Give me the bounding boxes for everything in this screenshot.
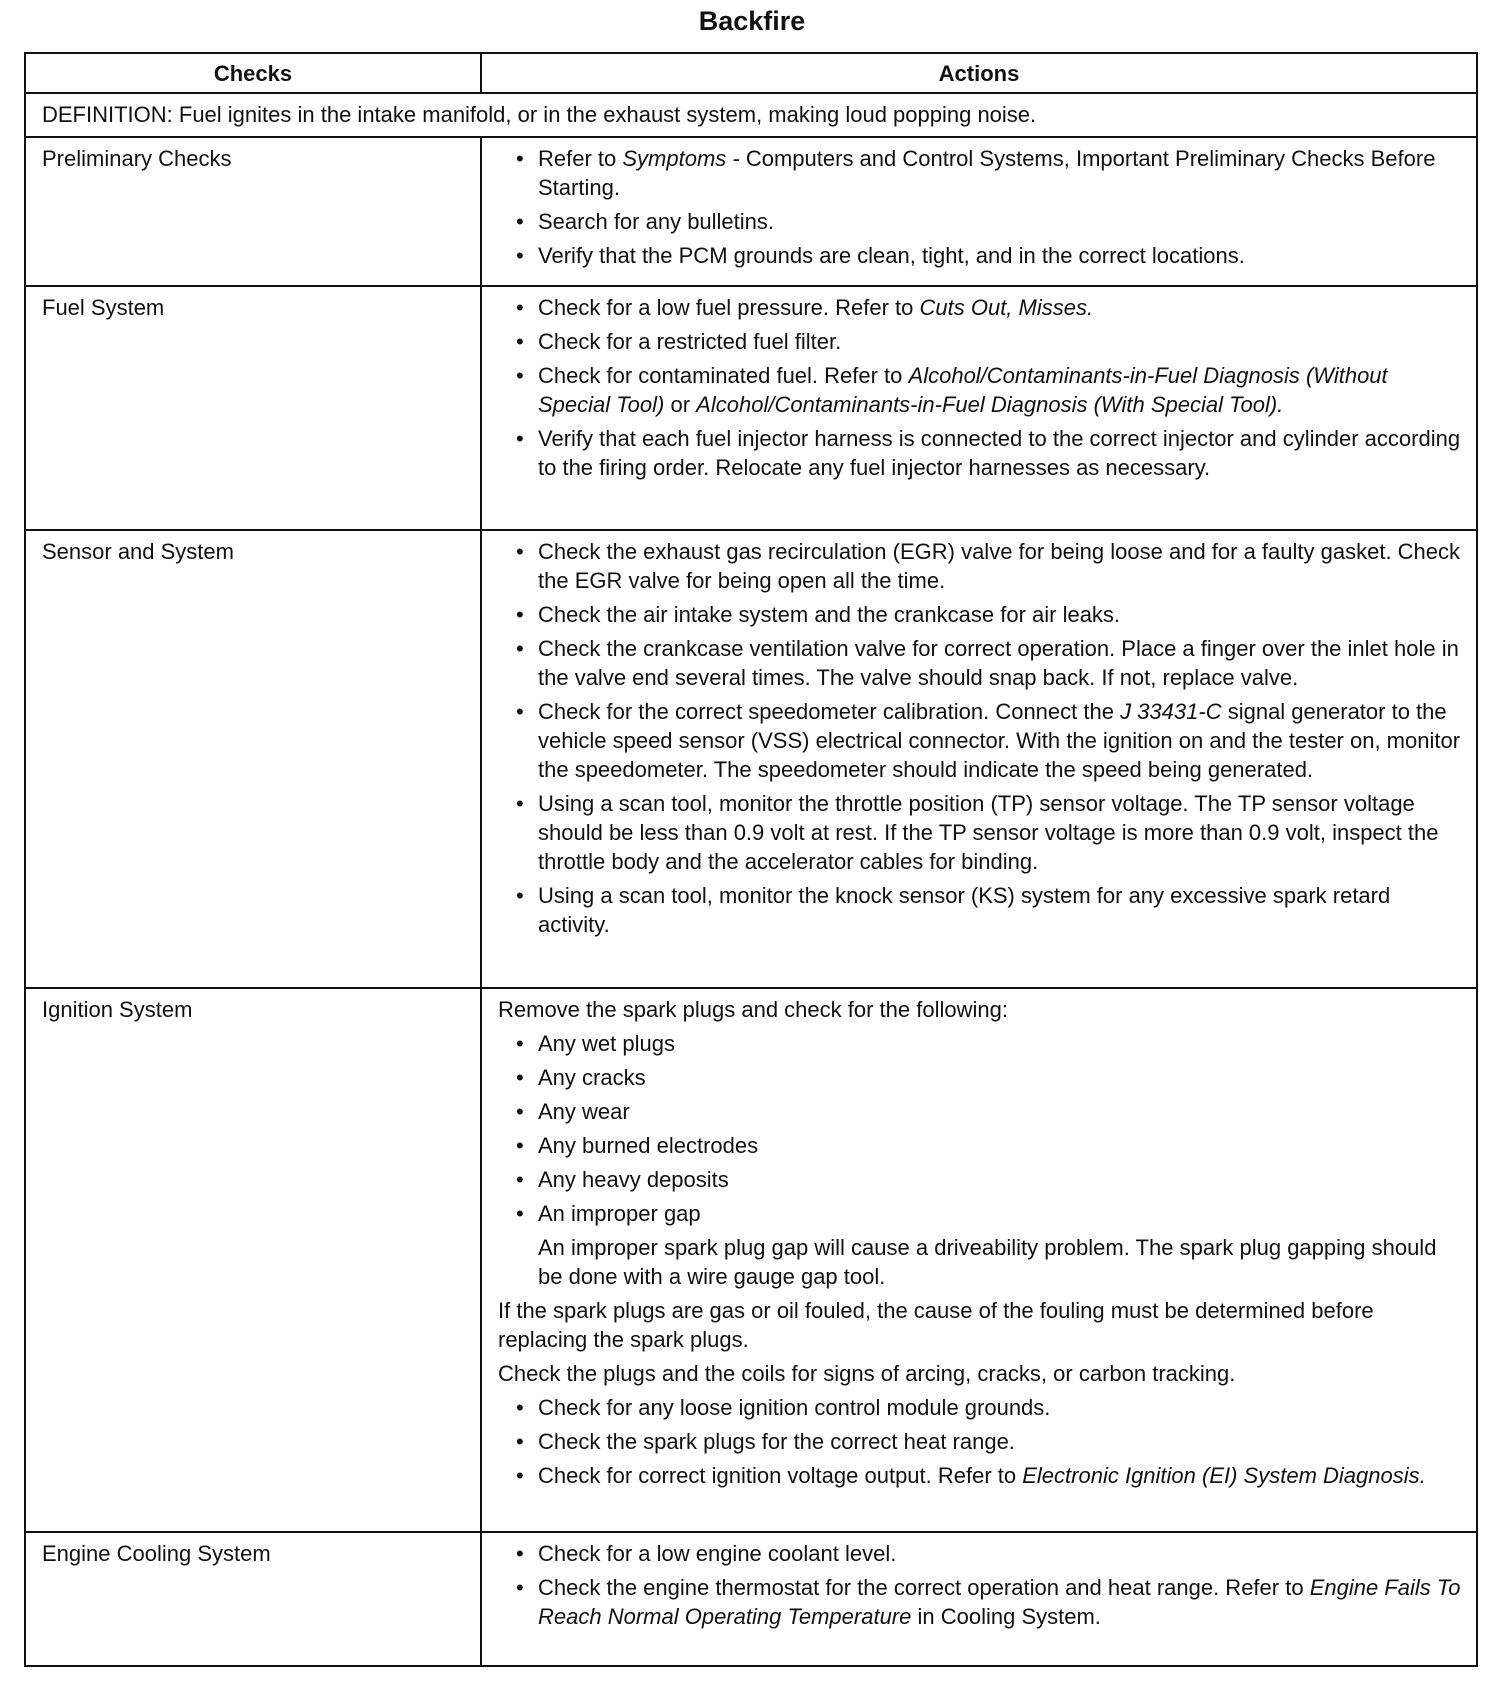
list-item: • Check for a low fuel pressure. Refer to Cuts Out, Misses.	[538, 293, 1464, 322]
table-row	[25, 137, 1477, 286]
list-item: • Check for any loose ignition control module grounds.	[538, 1393, 1464, 1422]
list-item: • Check for a restricted fuel filter.	[538, 327, 1464, 356]
list-item: • Any wear	[538, 1097, 1464, 1126]
list-item: • Check for the correct speedometer calibration. Connect the J 33431-C signal generator to the vehicle speed sensor (VSS) electrical connector. With the ignition on and the tester on, monitor the speedometer. The speedometer should indicate the speed being generated.	[538, 697, 1464, 784]
page-title: Backfire	[698, 6, 806, 36]
list-item: • Check the engine thermostat for the correct operation and heat range. Refer to Engine Fails To Reach Normal Operating Temperature in Cooling System.	[538, 1573, 1464, 1631]
checks-header: Checks	[25, 53, 481, 93]
table-row	[25, 1532, 1477, 1666]
diagnosis-table	[24, 52, 1478, 1667]
actions-header: Actions	[481, 53, 1477, 93]
table-row	[25, 530, 1477, 988]
table-row	[25, 286, 1477, 530]
actions-preliminary	[481, 137, 1477, 286]
list-item: • Check the crankcase ventilation valve for correct operation. Place a finger over the inlet hole in the valve end several times. The valve should snap back. If not, replace valve.	[538, 634, 1464, 692]
definition-row	[25, 93, 1477, 137]
actions-fuel-system	[481, 286, 1477, 530]
check-ignition-system: Ignition System	[25, 988, 481, 1532]
check-preliminary: Preliminary Checks	[25, 137, 481, 286]
actions-ignition-system	[481, 988, 1477, 1532]
list-item: • Check for correct ignition voltage output. Refer to Electronic Ignition (EI) System Diagnosis.	[538, 1461, 1464, 1490]
check-sensor-system: Sensor and System	[25, 530, 481, 988]
symptoms-reference: Symptoms -	[622, 146, 740, 171]
coils-note: Check the plugs and the coils for signs of arcing, cracks, or carbon tracking.	[498, 1361, 1236, 1386]
ignition-intro: Remove the spark plugs and check for the following:	[498, 997, 1008, 1022]
definition-text: DEFINITION: Fuel ignites in the intake manifold, or in the exhaust system, making loud popping noise.	[25, 93, 1477, 137]
check-engine-cooling: Engine Cooling System	[25, 1532, 481, 1666]
list-item: • Any cracks	[538, 1063, 1464, 1092]
cuts-out-reference: Cuts Out, Misses.	[919, 295, 1094, 320]
list-item: • Refer to Symptoms - Computers and Control Systems, Important Preliminary Checks Before Starting.	[538, 144, 1464, 202]
fouled-note: If the spark plugs are gas or oil fouled, the cause of the fouling must be determined before replacing the spark plugs.	[498, 1298, 1374, 1352]
list-item: • Verify that each fuel injector harness is connected to the correct injector and cylinder according to the firing order. Relocate any fuel injector harnesses as necessary.	[538, 424, 1464, 482]
gap-note: An improper spark plug gap will cause a driveability problem. The spark plug gapping should be done with a wire gauge gap tool.	[538, 1235, 1437, 1289]
ei-diagnosis-reference: Electronic Ignition (EI) System Diagnosis.	[1022, 1463, 1426, 1488]
header-row	[25, 53, 1477, 93]
list-item: • Using a scan tool, monitor the throttle position (TP) sensor voltage. The TP sensor voltage should be less than 0.9 volt at rest. If the TP sensor voltage is more than 0.9 volt, inspect the throttle body and the accelerator cables for binding.	[538, 789, 1464, 876]
list-item: • Any heavy deposits	[538, 1165, 1464, 1194]
actions-sensor-system	[481, 530, 1477, 988]
list-item: • Check for contaminated fuel. Refer to Alcohol/Contaminants-in-Fuel Diagnosis (Without Special Tool) or Alcohol/Contaminants-in-Fuel Diagnosis (With Special Tool).	[538, 361, 1464, 419]
cooling-reference: Engine Fails To Reach Normal Operating Temperature	[538, 1575, 1461, 1629]
list-item: • Verify that the PCM grounds are clean, tight, and in the correct locations.	[538, 241, 1464, 270]
contaminants-reference-1: Alcohol/Contaminants-in-Fuel Diagnosis (Without Special Tool)	[538, 363, 1388, 417]
list-item: • Check the exhaust gas recirculation (EGR) valve for being loose and for a faulty gasket. Check the EGR valve for being open all the time.	[538, 537, 1464, 595]
table-row	[25, 988, 1477, 1532]
list-item: • Search for any bulletins.	[538, 207, 1464, 236]
list-item: • Any wet plugs	[538, 1029, 1464, 1058]
list-item: • An improper gap	[538, 1199, 1464, 1228]
list-item: • Any burned electrodes	[538, 1131, 1464, 1160]
contaminants-reference-2: Alcohol/Contaminants-in-Fuel Diagnosis (With Special Tool).	[696, 392, 1284, 417]
list-item: • Check for a low engine coolant level.	[538, 1539, 1464, 1568]
list-item: • Using a scan tool, monitor the knock sensor (KS) system for any excessive spark retard activity.	[538, 881, 1464, 939]
list-item: • Check the spark plugs for the correct heat range.	[538, 1427, 1464, 1456]
actions-engine-cooling	[481, 1532, 1477, 1666]
check-fuel-system: Fuel System	[25, 286, 481, 530]
list-item: • Check the air intake system and the crankcase for air leaks.	[538, 600, 1464, 629]
tool-number: J 33431-C	[1120, 699, 1222, 724]
